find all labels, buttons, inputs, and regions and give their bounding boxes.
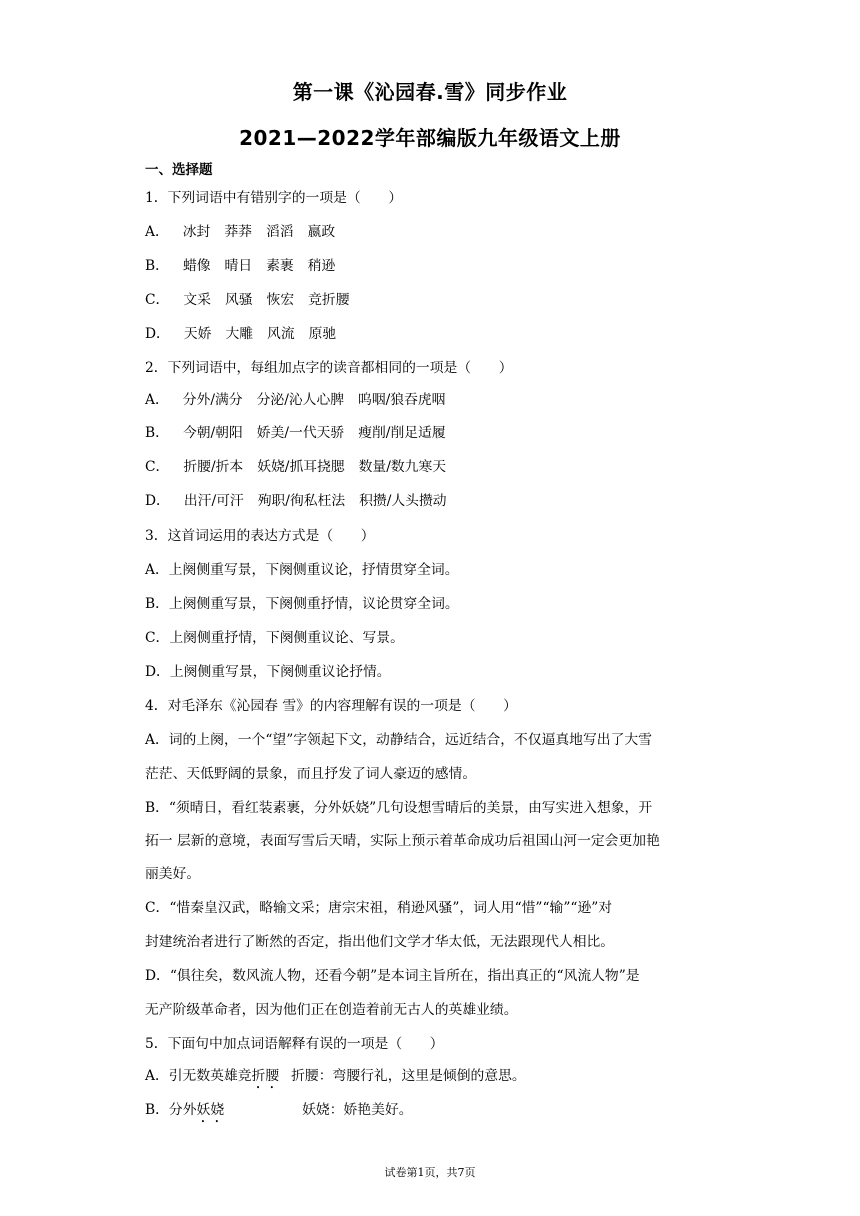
q4-option-a-line1: A．词的上阕，一个“望”字领起下文，动静结合，远近结合，不仅逼真地写出了大雪 xyxy=(145,732,652,748)
q2-stem: 2．下列词语中，每组加点字的读音都相同的一项是（ ） xyxy=(145,360,513,376)
q4-option-c-line2: 封建统治者进行了断然的否定，指出他们文学才华太低，无法跟现代人相比。 xyxy=(145,934,615,950)
q4-option-d-line2: 无产阶级革命者，因为他们正在创造着前无古人的英雄业绩。 xyxy=(145,1002,518,1018)
q5-stem: 5．下面句中加点词语解释有误的一项是（ ） xyxy=(145,1036,444,1052)
page-footer: 试卷第1页，共7页 xyxy=(384,1166,476,1179)
q1-option-b: B． 蜡像 晴日 素裹 稍逊 xyxy=(145,258,336,274)
page-title: 第一课《沁园春.雪》同步作业 xyxy=(292,80,568,104)
section-heading: 一、选择题 xyxy=(145,162,213,178)
q4-option-b-line1: B．“须晴日，看红装素裹，分外妖娆”几句设想雪晴后的美景，由写实进入想象，开 xyxy=(145,800,653,816)
q3-option-c: C．上阕侧重抒情，下阕侧重议论、写景。 xyxy=(145,630,404,646)
q2-option-a: A． 分外/满分 分泌/沁人心脾 呜咽/狼吞虎咽 xyxy=(145,392,446,408)
q4-stem: 4．对毛泽东《沁园春 雪》的内容理解有误的一项是（ ） xyxy=(145,698,517,714)
q1-option-d: D． 天娇 大雕 风流 原驰 xyxy=(145,326,337,342)
dotted-word: 妖娆 xyxy=(196,1102,225,1118)
q5-option-b: B．分外妖娆 妖娆：娇艳美好。 xyxy=(145,1102,413,1118)
dotted-word: 折腰 xyxy=(251,1068,280,1084)
q1-option-a: A． 冰封 莽莽 滔滔 嬴政 xyxy=(145,224,336,240)
q2-option-b: B． 今朝/朝阳 娇美/一代天骄 瘦削/削足适履 xyxy=(145,425,446,441)
q3-stem: 3．这首词运用的表达方式是（ ） xyxy=(145,528,375,544)
q2-option-c: C． 折腰/折本 妖娆/抓耳挠腮 数量/数九寒天 xyxy=(145,459,447,475)
q4-option-a-line2: 茫茫、天低野阔的景象，而且抒发了词人豪迈的感情。 xyxy=(145,766,477,782)
page-subtitle: 2021—2022学年部编版九年级语文上册 xyxy=(239,126,621,150)
q3-option-a: A．上阕侧重写景，下阕侧重议论，抒情贯穿全词。 xyxy=(145,562,459,578)
q3-option-b: B．上阕侧重写景，下阕侧重抒情，议论贯穿全词。 xyxy=(145,596,459,612)
q4-option-c-line1: C．“惜秦皇汉武，略输文采；唐宗宋祖，稍逊风骚”，词人用“惜”“输”“逊”对 xyxy=(145,900,613,916)
q4-option-b-line2: 拓一 层新的意境，表面写雪后天晴，实际上预示着革命成功后祖国山河一定会更加艳 xyxy=(145,833,660,849)
q4-option-d-line1: D．“俱往矣，数风流人物，还看今朝”是本词主旨所在，指出真正的“风流人物”是 xyxy=(145,968,640,984)
q3-option-d: D．上阕侧重写景，下阕侧重议论抒情。 xyxy=(145,664,391,680)
q1-option-c: C． 文采 风骚 恢宏 竞折腰 xyxy=(145,292,350,308)
q1-stem: 1．下列词语中有错别字的一项是（ ） xyxy=(145,190,403,206)
q5-option-a: A．引无数英雄竞折腰 折腰：弯腰行礼，这里是倾倒的意思。 xyxy=(145,1068,526,1084)
q4-option-b-line3: 丽美好。 xyxy=(145,866,201,882)
q2-option-d: D． 出汗/可汗 殉职/徇私枉法 积攒/人头攒动 xyxy=(145,493,447,509)
